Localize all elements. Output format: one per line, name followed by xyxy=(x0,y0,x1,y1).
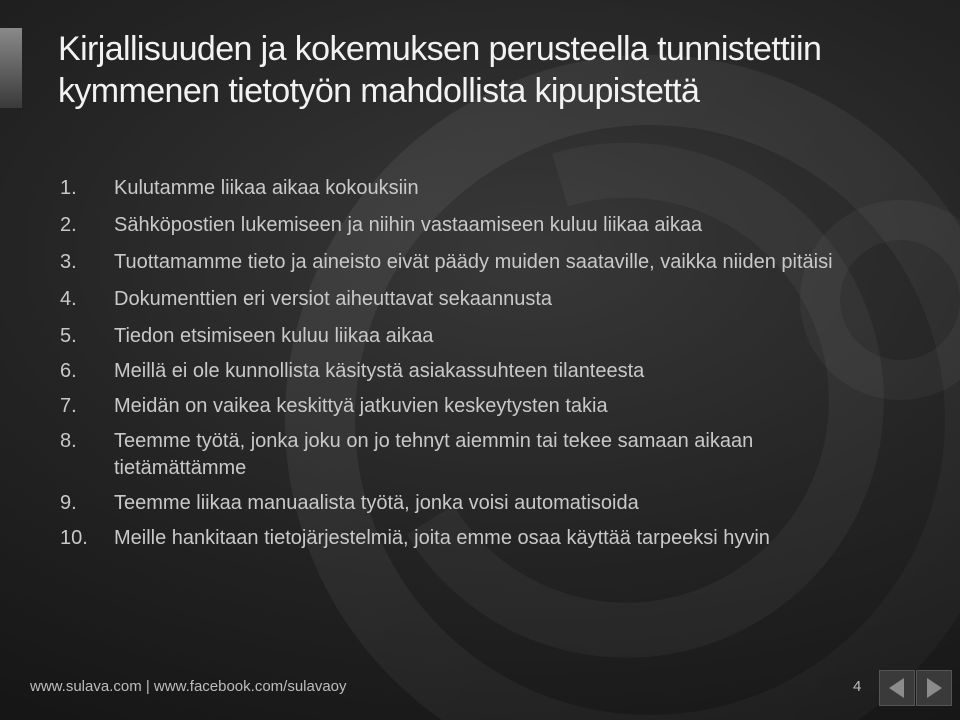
slide-title-line-1: Kirjallisuuden ja kokemuksen perusteella tunnistettiin xyxy=(58,30,822,68)
arrow-right-icon xyxy=(917,671,951,705)
pain-point-list xyxy=(58,175,888,560)
list-item xyxy=(58,249,888,276)
list-item-text: Kulutamme liikaa aikaa kokouksiin xyxy=(114,177,419,199)
list-item-number: 5. xyxy=(60,325,77,347)
list-item xyxy=(58,525,888,552)
list-item-number: 9. xyxy=(60,492,77,514)
previous-slide-button[interactable] xyxy=(879,670,915,706)
list-item xyxy=(58,490,888,517)
list-item xyxy=(58,428,888,482)
list-item-number: 7. xyxy=(60,395,77,417)
list-item-number: 6. xyxy=(60,360,77,382)
list-item-number: 1. xyxy=(60,177,77,199)
list-item xyxy=(58,286,888,313)
list-item-text: Meillä ei ole kunnollista käsitystä asiakassuhteen tilanteesta xyxy=(114,360,645,382)
title-accent-bar xyxy=(0,28,22,108)
slide-title xyxy=(58,28,918,112)
list-item-text: Meille hankitaan tietojärjestelmiä, joita emme osaa käyttää tarpeeksi hyvin xyxy=(114,527,770,549)
list-item xyxy=(58,393,888,420)
list-item xyxy=(58,323,888,350)
slide-title-line-2: kymmenen tietotyön mahdollista kipupistettä xyxy=(58,72,700,110)
arrow-left-icon xyxy=(880,671,914,705)
page-number: 4 xyxy=(853,678,862,695)
next-slide-button[interactable] xyxy=(916,670,952,706)
list-item-text: Tuottamamme tieto ja aineisto eivät päädy muiden saataville, vaikka niiden pitäisi xyxy=(114,251,833,273)
list-item-number: 2. xyxy=(60,214,77,236)
list-item-number: 8. xyxy=(60,430,77,452)
list-item-text: Meidän on vaikea keskittyä jatkuvien keskeytysten takia xyxy=(114,395,608,417)
list-item xyxy=(58,358,888,385)
footer-links: www.sulava.com | www.facebook.com/sulavaoy xyxy=(30,678,347,695)
list-item-text: Teemme työtä, jonka joku on jo tehnyt aiemmin tai tekee samaan aikaan tietämättämme xyxy=(114,430,754,479)
list-item-number: 4. xyxy=(60,288,77,310)
list-item xyxy=(58,175,888,202)
list-item-text: Tiedon etsimiseen kuluu liikaa aikaa xyxy=(114,325,434,347)
list-item xyxy=(58,212,888,239)
list-item-number: 3. xyxy=(60,251,77,273)
list-item-text: Sähköpostien lukemiseen ja niihin vastaamiseen kuluu liikaa aikaa xyxy=(114,214,703,236)
list-item-number: 10. xyxy=(60,527,88,549)
list-item-text: Teemme liikaa manuaalista työtä, jonka voisi automatisoida xyxy=(114,492,639,514)
list-item-text: Dokumenttien eri versiot aiheuttavat sekaannusta xyxy=(114,288,553,310)
